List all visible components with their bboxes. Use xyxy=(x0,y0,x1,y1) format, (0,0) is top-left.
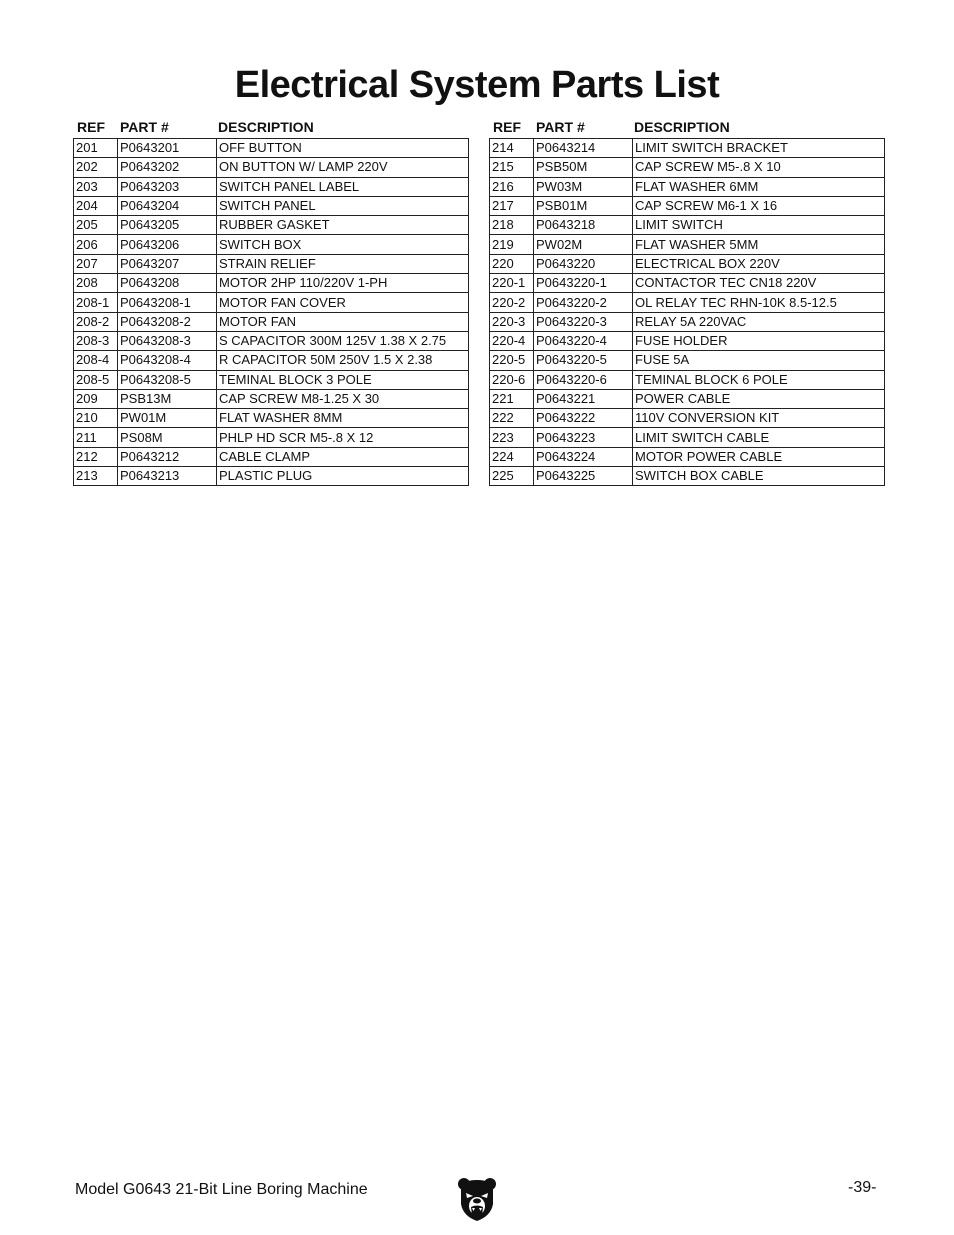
ref-cell: 207 xyxy=(74,254,118,273)
description-cell: MOTOR 2HP 110/220V 1-PH xyxy=(217,274,469,293)
table-row xyxy=(490,158,885,177)
table-header xyxy=(73,116,469,138)
part-number-cell: PSB13M xyxy=(118,389,217,408)
ref-cell: 201 xyxy=(74,139,118,158)
description-cell: LIMIT SWITCH xyxy=(633,216,885,235)
table-row xyxy=(74,331,469,350)
table-row xyxy=(490,447,885,466)
description-cell: CAP SCREW M5-.8 X 10 xyxy=(633,158,885,177)
part-number-cell: PS08M xyxy=(118,428,217,447)
parts-table-left xyxy=(73,116,469,486)
description-cell: LIMIT SWITCH BRACKET xyxy=(633,139,885,158)
ref-cell: 224 xyxy=(490,447,534,466)
table-row xyxy=(490,312,885,331)
ref-cell: 219 xyxy=(490,235,534,254)
description-cell: FLAT WASHER 5MM xyxy=(633,235,885,254)
part-number-cell: P0643213 xyxy=(118,467,217,486)
ref-cell: 214 xyxy=(490,139,534,158)
part-number-cell: P0643225 xyxy=(534,467,633,486)
part-number-cell: P0643223 xyxy=(534,428,633,447)
ref-cell: 208-3 xyxy=(74,331,118,350)
description-cell: FUSE HOLDER xyxy=(633,331,885,350)
description-cell: SWITCH PANEL xyxy=(217,196,469,215)
description-cell: R CAPACITOR 50M 250V 1.5 X 2.38 xyxy=(217,351,469,370)
ref-cell: 215 xyxy=(490,158,534,177)
ref-cell: 220-1 xyxy=(490,274,534,293)
table-row xyxy=(74,158,469,177)
part-number-cell: P0643218 xyxy=(534,216,633,235)
ref-cell: 208-4 xyxy=(74,351,118,370)
part-number-cell: P0643214 xyxy=(534,139,633,158)
description-cell: CONTACTOR TEC CN18 220V xyxy=(633,274,885,293)
part-number-cell: P0643224 xyxy=(534,447,633,466)
ref-cell: 220-2 xyxy=(490,293,534,312)
description-cell: MOTOR FAN COVER xyxy=(217,293,469,312)
ref-cell: 203 xyxy=(74,177,118,196)
page-number: -39- xyxy=(848,1179,877,1196)
table-body xyxy=(74,139,469,486)
table-row xyxy=(490,254,885,273)
description-cell: CAP SCREW M6-1 X 16 xyxy=(633,196,885,215)
table-row xyxy=(74,139,469,158)
part-number-cell: P0643221 xyxy=(534,389,633,408)
part-number-cell: PW03M xyxy=(534,177,633,196)
description-cell: ELECTRICAL BOX 220V xyxy=(633,254,885,273)
table-row xyxy=(74,235,469,254)
description-cell: SWITCH BOX xyxy=(217,235,469,254)
part-number-cell: P0643206 xyxy=(118,235,217,254)
part-number-cell: PW02M xyxy=(534,235,633,254)
description-cell: FLAT WASHER 6MM xyxy=(633,177,885,196)
table-row xyxy=(74,254,469,273)
ref-cell: 221 xyxy=(490,389,534,408)
table-row xyxy=(490,274,885,293)
description-cell: RUBBER GASKET xyxy=(217,216,469,235)
part-number-cell: P0643220 xyxy=(534,254,633,273)
description-column-header: DESCRIPTION xyxy=(634,119,730,135)
part-number-cell: P0643208-5 xyxy=(118,370,217,389)
part-column-header: PART # xyxy=(536,119,585,135)
part-number-cell: P0643220-1 xyxy=(534,274,633,293)
table-row xyxy=(74,447,469,466)
ref-cell: 211 xyxy=(74,428,118,447)
part-number-cell: P0643220-4 xyxy=(534,331,633,350)
table-row xyxy=(74,216,469,235)
table-header xyxy=(489,116,885,138)
description-cell: ON BUTTON W/ LAMP 220V xyxy=(217,158,469,177)
table-row xyxy=(490,467,885,486)
table-row xyxy=(490,293,885,312)
ref-cell: 204 xyxy=(74,196,118,215)
table-row xyxy=(490,428,885,447)
description-cell: POWER CABLE xyxy=(633,389,885,408)
part-number-cell: P0643220-3 xyxy=(534,312,633,331)
ref-cell: 222 xyxy=(490,409,534,428)
table-row xyxy=(74,370,469,389)
table-body xyxy=(490,139,885,486)
ref-column-header: REF xyxy=(493,119,521,135)
table-row xyxy=(74,389,469,408)
description-cell: SWITCH BOX CABLE xyxy=(633,467,885,486)
ref-cell: 216 xyxy=(490,177,534,196)
ref-cell: 209 xyxy=(74,389,118,408)
description-column-header: DESCRIPTION xyxy=(218,119,314,135)
part-number-cell: P0643207 xyxy=(118,254,217,273)
ref-cell: 220-6 xyxy=(490,370,534,389)
table-row xyxy=(74,428,469,447)
ref-cell: 220-3 xyxy=(490,312,534,331)
part-number-cell: P0643220-5 xyxy=(534,351,633,370)
description-cell: CAP SCREW M8-1.25 X 30 xyxy=(217,389,469,408)
part-number-cell: P0643202 xyxy=(118,158,217,177)
parts-table-right xyxy=(489,116,885,486)
table-row xyxy=(490,409,885,428)
footer-model-text: Model G0643 21-Bit Line Boring Machine xyxy=(75,1181,368,1198)
ref-cell: 208-1 xyxy=(74,293,118,312)
ref-cell: 220-4 xyxy=(490,331,534,350)
part-number-cell: P0643208-3 xyxy=(118,331,217,350)
part-number-cell: P0643212 xyxy=(118,447,217,466)
bear-head-logo-icon xyxy=(457,1176,497,1222)
part-number-cell: P0643205 xyxy=(118,216,217,235)
table-row xyxy=(490,177,885,196)
description-cell: FLAT WASHER 8MM xyxy=(217,409,469,428)
ref-cell: 205 xyxy=(74,216,118,235)
part-number-cell: P0643208 xyxy=(118,274,217,293)
ref-cell: 206 xyxy=(74,235,118,254)
description-cell: LIMIT SWITCH CABLE xyxy=(633,428,885,447)
description-cell: TEMINAL BLOCK 3 POLE xyxy=(217,370,469,389)
ref-cell: 208 xyxy=(74,274,118,293)
table-row xyxy=(74,351,469,370)
description-cell: MOTOR POWER CABLE xyxy=(633,447,885,466)
description-cell: S CAPACITOR 300M 125V 1.38 X 2.75 xyxy=(217,331,469,350)
ref-column-header: REF xyxy=(77,119,105,135)
table-row xyxy=(490,235,885,254)
part-number-cell: P0643208-2 xyxy=(118,312,217,331)
part-number-cell: PSB50M xyxy=(534,158,633,177)
ref-cell: 223 xyxy=(490,428,534,447)
part-number-cell: P0643208-4 xyxy=(118,351,217,370)
ref-cell: 210 xyxy=(74,409,118,428)
table-row xyxy=(490,196,885,215)
ref-cell: 220 xyxy=(490,254,534,273)
table-row xyxy=(490,351,885,370)
ref-cell: 212 xyxy=(74,447,118,466)
table-row xyxy=(74,177,469,196)
ref-cell: 217 xyxy=(490,196,534,215)
part-number-cell: P0643220-6 xyxy=(534,370,633,389)
table-row xyxy=(74,274,469,293)
part-column-header: PART # xyxy=(120,119,169,135)
part-number-cell: P0643220-2 xyxy=(534,293,633,312)
table-row xyxy=(490,370,885,389)
page-title: Electrical System Parts List xyxy=(234,64,720,106)
table-row xyxy=(490,331,885,350)
table-row xyxy=(490,389,885,408)
description-cell: SWITCH PANEL LABEL xyxy=(217,177,469,196)
ref-cell: 202 xyxy=(74,158,118,177)
description-cell: PHLP HD SCR M5-.8 X 12 xyxy=(217,428,469,447)
table-row xyxy=(74,293,469,312)
part-number-cell: PW01M xyxy=(118,409,217,428)
description-cell: OL RELAY TEC RHN-10K 8.5-12.5 xyxy=(633,293,885,312)
ref-cell: 218 xyxy=(490,216,534,235)
table-row xyxy=(74,467,469,486)
description-cell: PLASTIC PLUG xyxy=(217,467,469,486)
description-cell: MOTOR FAN xyxy=(217,312,469,331)
table-row xyxy=(490,139,885,158)
ref-cell: 225 xyxy=(490,467,534,486)
ref-cell: 208-5 xyxy=(74,370,118,389)
ref-cell: 213 xyxy=(74,467,118,486)
description-cell: CABLE CLAMP xyxy=(217,447,469,466)
table-row xyxy=(490,216,885,235)
part-number-cell: P0643201 xyxy=(118,139,217,158)
description-cell: FUSE 5A xyxy=(633,351,885,370)
part-number-cell: P0643204 xyxy=(118,196,217,215)
table-row xyxy=(74,196,469,215)
description-cell: OFF BUTTON xyxy=(217,139,469,158)
part-number-cell: P0643208-1 xyxy=(118,293,217,312)
ref-cell: 208-2 xyxy=(74,312,118,331)
part-number-cell: P0643203 xyxy=(118,177,217,196)
description-cell: 110V CONVERSION KIT xyxy=(633,409,885,428)
ref-cell: 220-5 xyxy=(490,351,534,370)
table-row xyxy=(74,312,469,331)
description-cell: TEMINAL BLOCK 6 POLE xyxy=(633,370,885,389)
description-cell: STRAIN RELIEF xyxy=(217,254,469,273)
description-cell: RELAY 5A 220VAC xyxy=(633,312,885,331)
part-number-cell: P0643222 xyxy=(534,409,633,428)
table-row xyxy=(74,409,469,428)
part-number-cell: PSB01M xyxy=(534,196,633,215)
